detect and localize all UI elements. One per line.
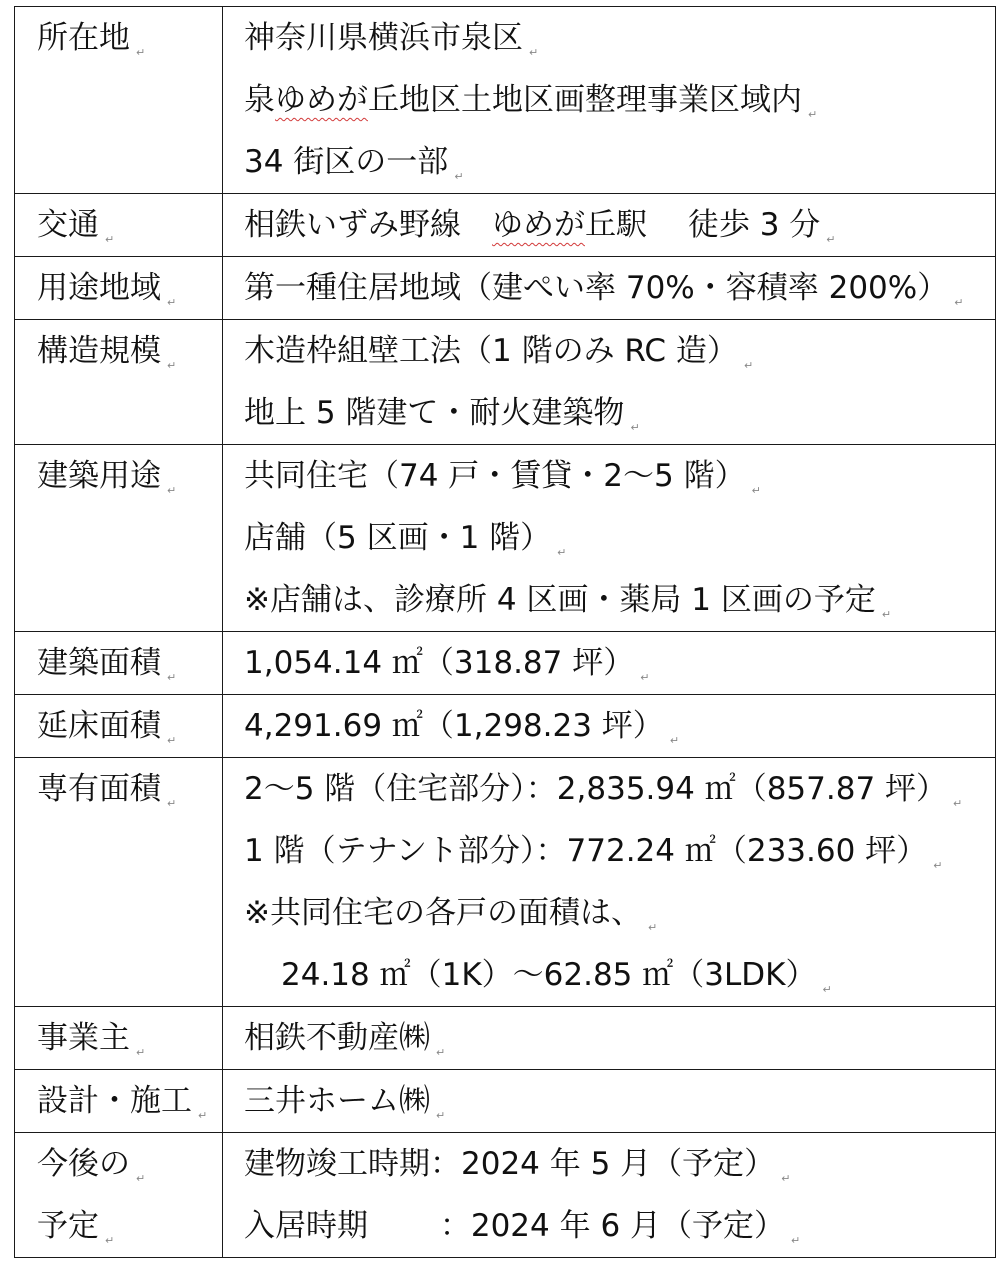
row-value-cell <box>223 758 996 1007</box>
paragraph-mark-icon: ↵ <box>630 421 640 434</box>
row-value-cell <box>223 257 996 320</box>
row-value-line <box>223 944 995 1006</box>
row-value-text: 木造枠組壁工法（1 階のみ RC 造） <box>244 333 738 369</box>
row-value-cell <box>223 632 996 695</box>
row-value-cell <box>223 1070 996 1133</box>
row-label-text: 延床面積 <box>37 708 161 744</box>
table-row <box>15 1070 996 1133</box>
paragraph-mark-icon: ↵ <box>136 1046 146 1059</box>
row-label-cell <box>15 1070 223 1133</box>
row-label <box>15 1133 222 1195</box>
row-value-line <box>223 882 995 944</box>
paragraph-mark-icon: ↵ <box>167 296 177 309</box>
paragraph-mark-icon: ↵ <box>105 1234 115 1247</box>
row-value-line <box>223 1070 995 1132</box>
paragraph-mark-icon: ↵ <box>669 734 680 747</box>
paragraph-mark-icon: ↵ <box>953 797 963 810</box>
row-label-cell <box>15 695 223 758</box>
row-label <box>15 1007 222 1069</box>
table-row <box>15 7 996 194</box>
row-value-line <box>223 7 995 69</box>
row-value-text: 店舗（5 区画・1 階） <box>244 520 552 556</box>
row-value-text: 入居時期 ：2024 年 6 月（予定） <box>244 1208 786 1244</box>
paragraph-mark-icon: ↵ <box>167 359 177 372</box>
table-row <box>15 257 996 320</box>
row-label-cell <box>15 632 223 695</box>
row-value-cell <box>223 194 996 257</box>
paragraph-mark-icon: ↵ <box>822 983 832 996</box>
row-value-line <box>223 445 995 507</box>
row-value-text: 相鉄いずみ野線 <box>244 207 492 243</box>
row-value-text: 建物竣工時期：2024 年 5 月（予定） <box>244 1146 776 1182</box>
row-label-cell <box>15 758 223 1007</box>
paragraph-mark-icon: ↵ <box>167 671 177 684</box>
paragraph-mark-icon: ↵ <box>436 1109 446 1122</box>
row-value-line <box>223 382 995 444</box>
row-value-cell <box>223 695 996 758</box>
table-row <box>15 445 996 632</box>
row-value-line <box>223 695 995 757</box>
row-label <box>15 320 222 382</box>
row-value-cell <box>223 1007 996 1070</box>
paragraph-mark-icon: ↵ <box>167 484 177 497</box>
paragraph-mark-icon: ↵ <box>557 546 567 559</box>
paragraph-mark-icon: ↵ <box>167 734 177 747</box>
row-value-text: 4,291.69 ㎡（1,298.23 坪） <box>244 708 664 744</box>
row-value-text: 第一種住居地域（建ぺい率 70%・容積率 200%） <box>244 270 949 306</box>
row-value-cell <box>223 445 996 632</box>
row-value-text: 丘駅 徒歩 3 分 <box>585 207 821 243</box>
table-row <box>15 1133 996 1258</box>
row-value-text: 相鉄不動産㈱ <box>244 1020 430 1056</box>
row-value-text: ※店舗は、診療所 4 区画・薬局 1 区画の予定 <box>244 582 876 618</box>
row-label-cell <box>15 1133 223 1258</box>
table-row <box>15 695 996 758</box>
row-value-line <box>223 507 995 569</box>
table-row <box>15 194 996 257</box>
row-label <box>15 445 222 507</box>
row-label-cell <box>15 445 223 632</box>
paragraph-mark-icon: ↵ <box>198 1109 208 1122</box>
paragraph-mark-icon: ↵ <box>743 359 754 372</box>
table-row <box>15 758 996 1007</box>
paragraph-mark-icon: ↵ <box>454 170 464 183</box>
row-value-line <box>223 820 995 882</box>
row-value-line <box>223 1195 995 1257</box>
row-label-cell <box>15 257 223 320</box>
paragraph-mark-icon: ↵ <box>436 1046 446 1059</box>
row-label-text: 建築用途 <box>37 458 161 494</box>
row-label-text: 設計・施工 <box>37 1083 192 1119</box>
row-label-cell <box>15 320 223 445</box>
row-value-cell <box>223 1133 996 1258</box>
paragraph-mark-icon: ↵ <box>647 921 658 934</box>
paragraph-mark-icon: ↵ <box>954 296 964 309</box>
row-value-line <box>223 569 995 631</box>
row-value-text: 34 街区の一部 <box>244 144 449 180</box>
row-value-cell <box>223 7 996 194</box>
spellcheck-flagged-text: ゆめが <box>492 207 585 243</box>
row-label-text: 専有面積 <box>37 771 161 807</box>
row-label-text: 構造規模 <box>37 333 161 369</box>
row-label <box>15 695 222 757</box>
paragraph-mark-icon: ↵ <box>751 484 761 497</box>
row-label <box>15 758 222 820</box>
table-row <box>15 632 996 695</box>
row-value-line <box>223 257 995 319</box>
paragraph-mark-icon: ↵ <box>933 859 943 872</box>
row-label <box>15 632 222 694</box>
row-value-line <box>223 1133 995 1195</box>
paragraph-mark-icon: ↵ <box>136 1172 146 1185</box>
table-row <box>15 1007 996 1070</box>
row-label-text: 建築面積 <box>37 645 161 681</box>
row-label-cell <box>15 1007 223 1070</box>
row-value-text: 神奈川県横浜市泉区 <box>244 20 523 56</box>
row-label-text: 今後の <box>37 1146 130 1182</box>
row-label-text: 交通 <box>37 207 99 243</box>
row-value-text: 2～5 階（住宅部分）：2,835.94 ㎡（857.87 坪） <box>244 771 948 807</box>
row-label <box>15 194 222 256</box>
paragraph-mark-icon: ↵ <box>529 46 539 59</box>
table-row <box>15 320 996 445</box>
row-value-text: 地上 5 階建て・耐火建築物 <box>244 395 625 431</box>
spec-table-body <box>15 7 996 1258</box>
row-value-line <box>223 1007 995 1069</box>
row-label-text: 所在地 <box>37 20 130 56</box>
paragraph-mark-icon: ↵ <box>826 233 836 246</box>
row-value-line <box>223 632 995 694</box>
row-value-text: 1 階（テナント部分）：772.24 ㎡（233.60 坪） <box>244 833 928 869</box>
paragraph-mark-icon: ↵ <box>105 233 115 246</box>
row-value-text: 丘地区土地区画整理事業区域内 <box>368 82 802 118</box>
row-label-cell <box>15 7 223 194</box>
paragraph-mark-icon: ↵ <box>791 1234 801 1247</box>
paragraph-mark-icon: ↵ <box>640 671 650 684</box>
paragraph-mark-icon: ↵ <box>881 608 892 621</box>
row-value-line <box>223 131 995 193</box>
row-value-text: 三井ホーム㈱ <box>244 1083 430 1119</box>
paragraph-mark-icon: ↵ <box>136 46 146 59</box>
row-value-text: 1,054.14 ㎡（318.87 坪） <box>244 645 635 681</box>
row-label <box>15 1070 222 1132</box>
row-label-text: 予定 <box>37 1208 99 1244</box>
row-label <box>15 257 222 319</box>
row-value-text: 共同住宅（74 戸・賃貸・2～5 階） <box>244 458 746 494</box>
row-value-text: 24.18 ㎡（1K）～62.85 ㎡（3LDK） <box>281 957 817 993</box>
spellcheck-flagged-text: ゆめが <box>275 82 368 118</box>
row-label <box>15 1195 222 1257</box>
paragraph-mark-icon: ↵ <box>781 1172 791 1185</box>
paragraph-mark-icon: ↵ <box>167 797 177 810</box>
row-value-line <box>223 194 995 256</box>
row-value-text: ※共同住宅の各戸の面積は、 <box>244 895 642 931</box>
row-value-cell <box>223 320 996 445</box>
row-label-cell <box>15 194 223 257</box>
row-value-line <box>223 320 995 382</box>
row-value-text: 泉 <box>244 82 275 118</box>
project-spec-table <box>14 6 996 1258</box>
paragraph-mark-icon: ↵ <box>808 108 818 121</box>
row-label <box>15 7 222 69</box>
row-value-line <box>223 758 995 820</box>
row-label-text: 用途地域 <box>37 270 161 306</box>
row-value-line <box>223 69 995 131</box>
row-label-text: 事業主 <box>37 1020 130 1056</box>
